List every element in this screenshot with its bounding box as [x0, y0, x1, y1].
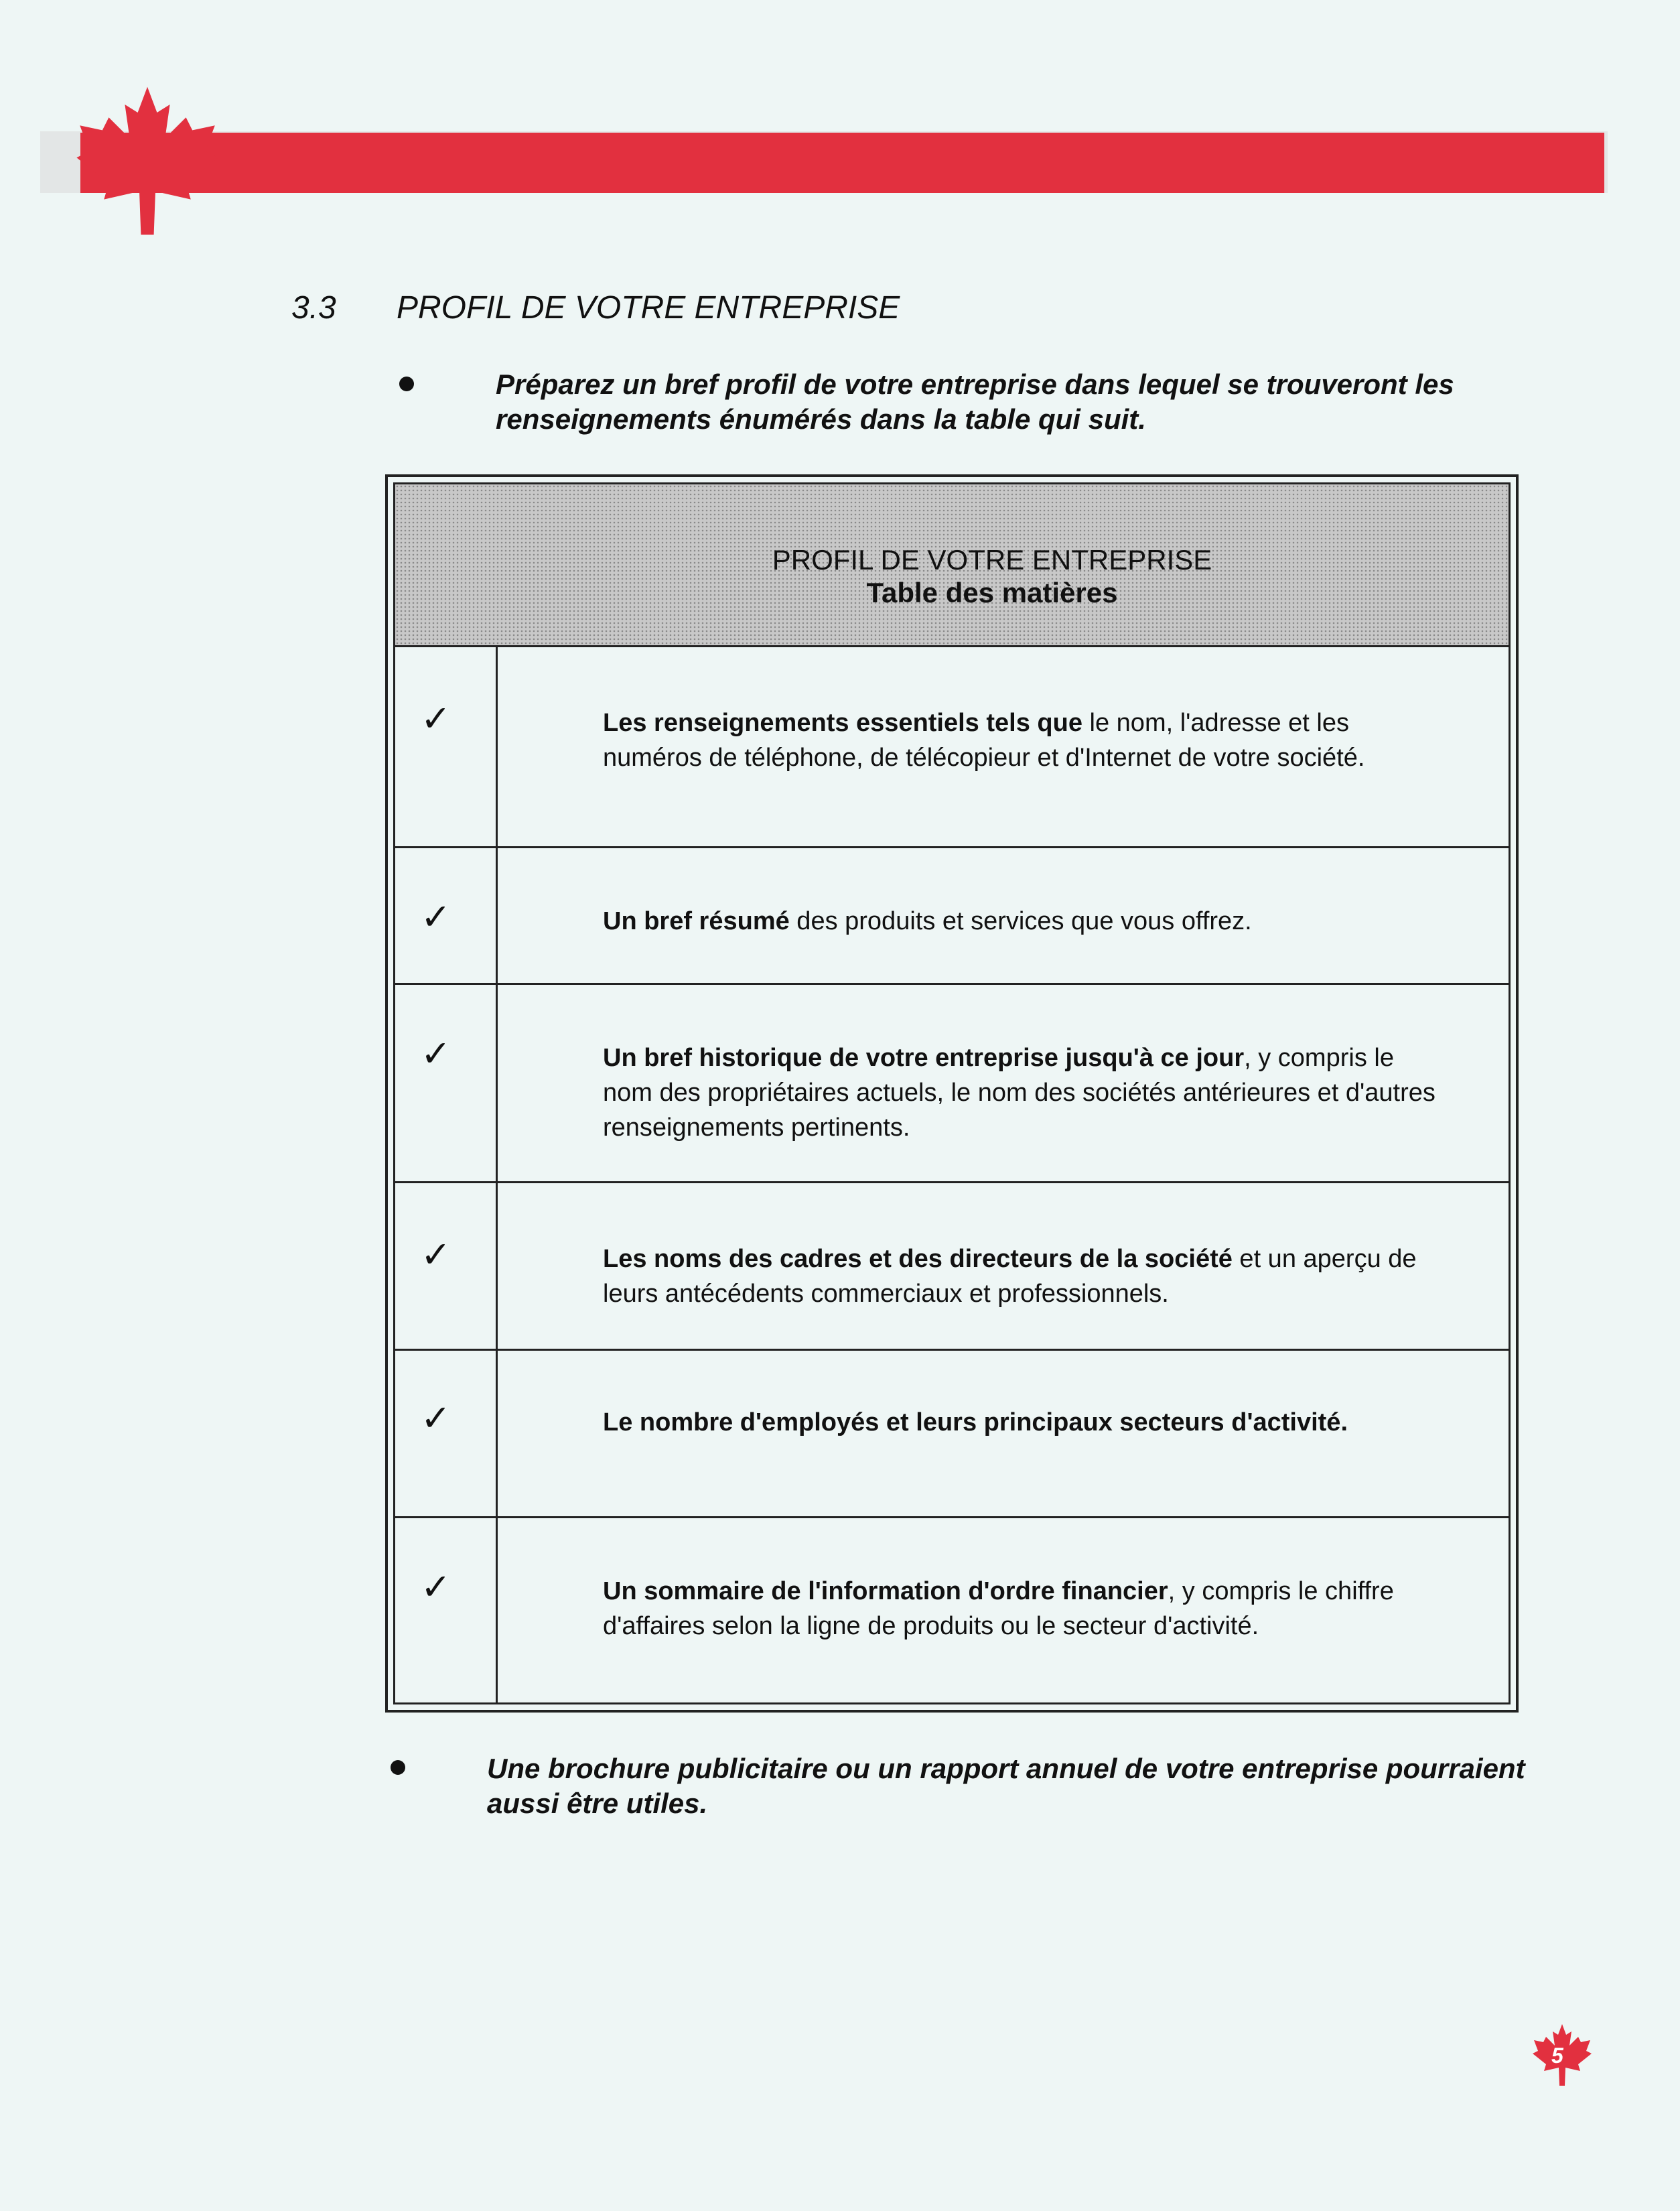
table-title: PROFIL DE VOTRE ENTREPRISE — [772, 544, 1212, 576]
outro-paragraph: Une brochure publicitaire ou un rapport annuel de votre entreprise pourraient aussi être utiles. — [487, 1753, 1525, 1819]
row-divider — [395, 1181, 1509, 1183]
header-banner — [80, 133, 1604, 193]
checkmark-icon: ✓ — [421, 1032, 451, 1075]
table-row — [603, 706, 1447, 775]
row-text: et un aperçu de leurs antécédents commerciaux et professionnels. — [603, 1245, 1417, 1308]
bullet-icon — [399, 377, 414, 391]
row-bold-text: Les noms des cadres et des directeurs de la société — [603, 1245, 1233, 1273]
section-title: PROFIL DE VOTRE ENTREPRISE — [397, 290, 900, 326]
bullet-icon — [391, 1760, 405, 1775]
checkmark-icon: ✓ — [421, 1397, 451, 1439]
checkmark-icon: ✓ — [421, 896, 451, 938]
row-bold-text: Le nombre d'employés et leurs principaux secteurs d'activité. — [603, 1408, 1348, 1436]
profile-table — [385, 474, 1519, 1713]
column-divider — [496, 645, 498, 1702]
profile-table-inner — [393, 482, 1511, 1704]
table-subtitle: Table des matières — [866, 577, 1118, 608]
table-row — [603, 1041, 1447, 1145]
section-number: 3.3 — [291, 290, 336, 326]
checkmark-icon: ✓ — [421, 1566, 451, 1608]
row-text: , y compris le nom des propriétaires actuels, le nom des sociétés antérieures et d'autres renseignements pertinents. — [603, 1044, 1436, 1142]
row-divider — [395, 983, 1509, 985]
table-header — [395, 484, 1509, 647]
page-number: 5 — [1551, 2044, 1563, 2068]
checkmark-icon: ✓ — [421, 1233, 451, 1276]
row-bold-text: Les renseignements essentiels tels que — [603, 709, 1082, 737]
maple-leaf-icon — [67, 80, 228, 241]
row-text: le nom, l'adresse et les numéros de téléphone, de télécopieur et d'Internet de votre société. — [603, 709, 1365, 772]
row-bold-text: Un sommaire de l'information d'ordre financier — [603, 1577, 1168, 1605]
row-divider — [395, 846, 1509, 848]
table-row — [603, 1405, 1447, 1440]
row-divider — [395, 1349, 1509, 1351]
row-text: , y compris le chiffre d'affaires selon la ligne de produits ou le secteur d'activité. — [603, 1577, 1394, 1640]
table-row — [603, 1242, 1447, 1311]
row-text: des produits et services que vous offrez. — [789, 907, 1252, 935]
intro-paragraph: Préparez un bref profil de votre entreprise dans lequel se trouveront les renseignements énumérés dans la table qui suit. — [496, 368, 1454, 435]
table-row — [603, 1574, 1447, 1644]
row-bold-text: Un bref historique de votre entreprise jusqu'à ce jour — [603, 1044, 1245, 1072]
row-divider — [395, 1516, 1509, 1518]
row-bold-text: Un bref résumé — [603, 907, 790, 935]
checkmark-icon: ✓ — [421, 697, 451, 740]
table-row — [603, 904, 1447, 939]
